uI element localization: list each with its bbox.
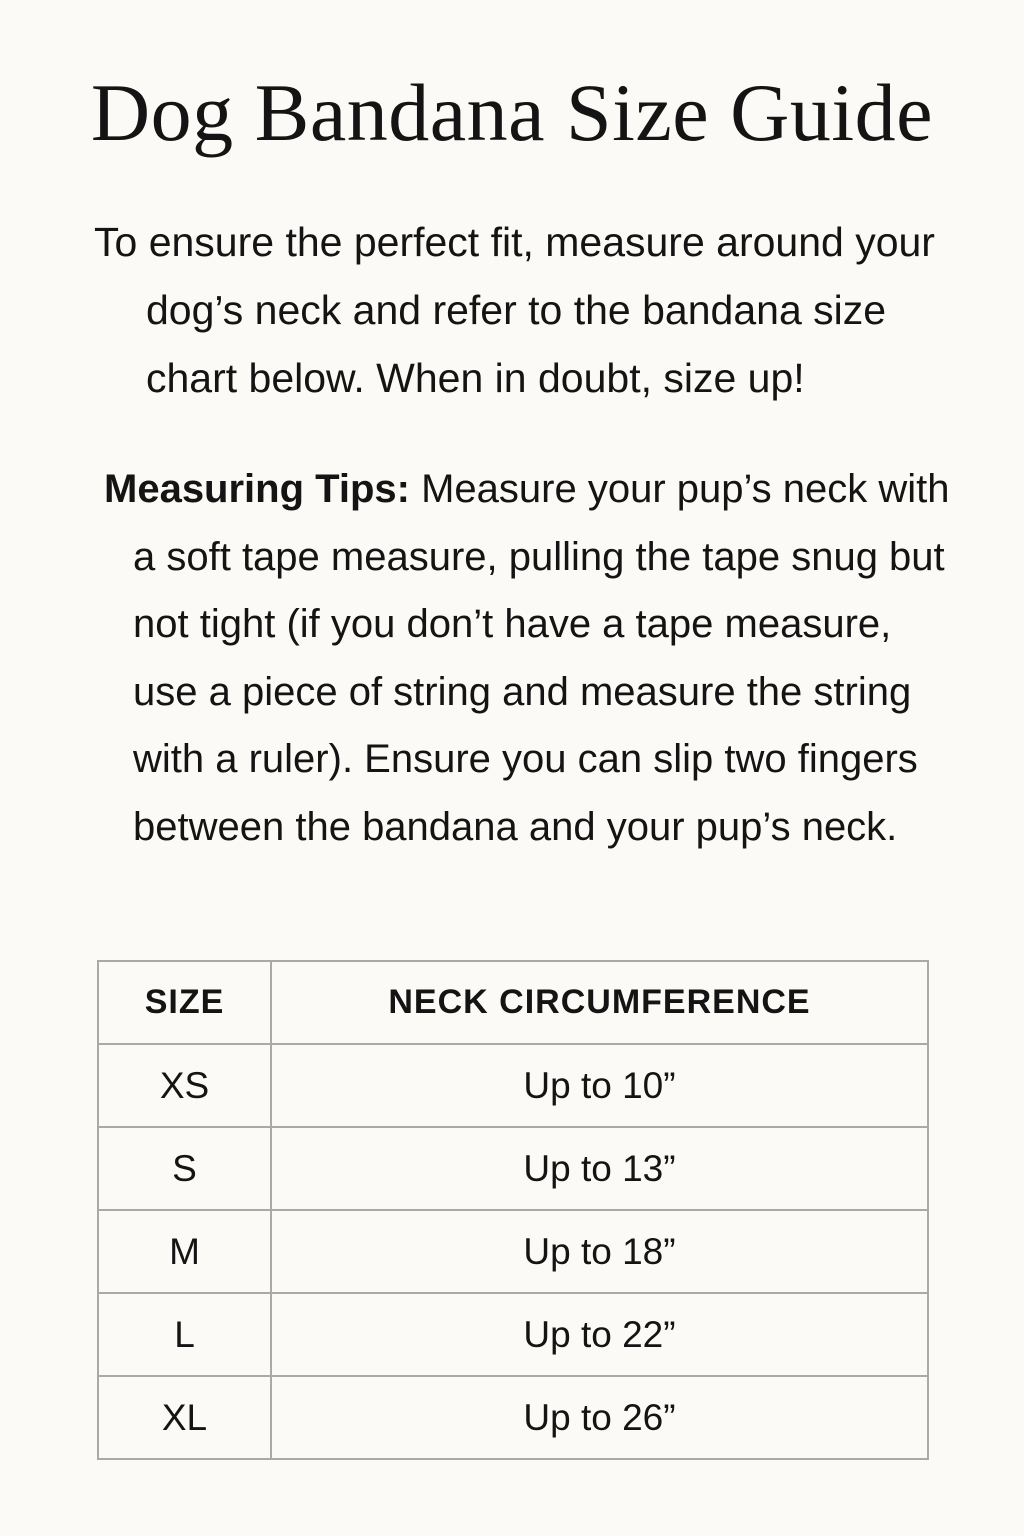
measuring-tips-text: Measure your pup’s neck with a soft tape measure, pulling the tape snug but not tight (if you don’t have a tape measure, use a piece of string and measure the string with a ruler). Ensure you can slip two fingers between the bandana and your pup’s neck. — [133, 467, 950, 849]
intro-paragraph: To ensure the perfect fit, measure around your dog’s neck and refer to the bandana size chart below. When in doubt, size up! — [94, 219, 935, 401]
size-cell: S — [98, 1127, 271, 1210]
measuring-tips — [104, 456, 954, 861]
size-cell: M — [98, 1210, 271, 1293]
neck-cell: Up to 26” — [271, 1376, 928, 1459]
table-header-row — [98, 961, 928, 1044]
measuring-tips-label: Measuring Tips: — [104, 467, 410, 511]
table-row — [98, 1210, 928, 1293]
size-table — [97, 960, 929, 1460]
header-size: SIZE — [98, 961, 271, 1044]
size-cell: XL — [98, 1376, 271, 1459]
table-row — [98, 1376, 928, 1459]
table-row — [98, 1293, 928, 1376]
table-row — [98, 1044, 928, 1127]
neck-cell: Up to 22” — [271, 1293, 928, 1376]
table-row — [98, 1127, 928, 1210]
neck-cell: Up to 10” — [271, 1044, 928, 1127]
header-neck-circumference: NECK CIRCUMFERENCE — [271, 961, 928, 1044]
neck-cell: Up to 18” — [271, 1210, 928, 1293]
neck-cell: Up to 13” — [271, 1127, 928, 1210]
size-cell: L — [98, 1293, 271, 1376]
size-cell: XS — [98, 1044, 271, 1127]
page-title: Dog Bandana Size Guide — [90, 67, 934, 158]
